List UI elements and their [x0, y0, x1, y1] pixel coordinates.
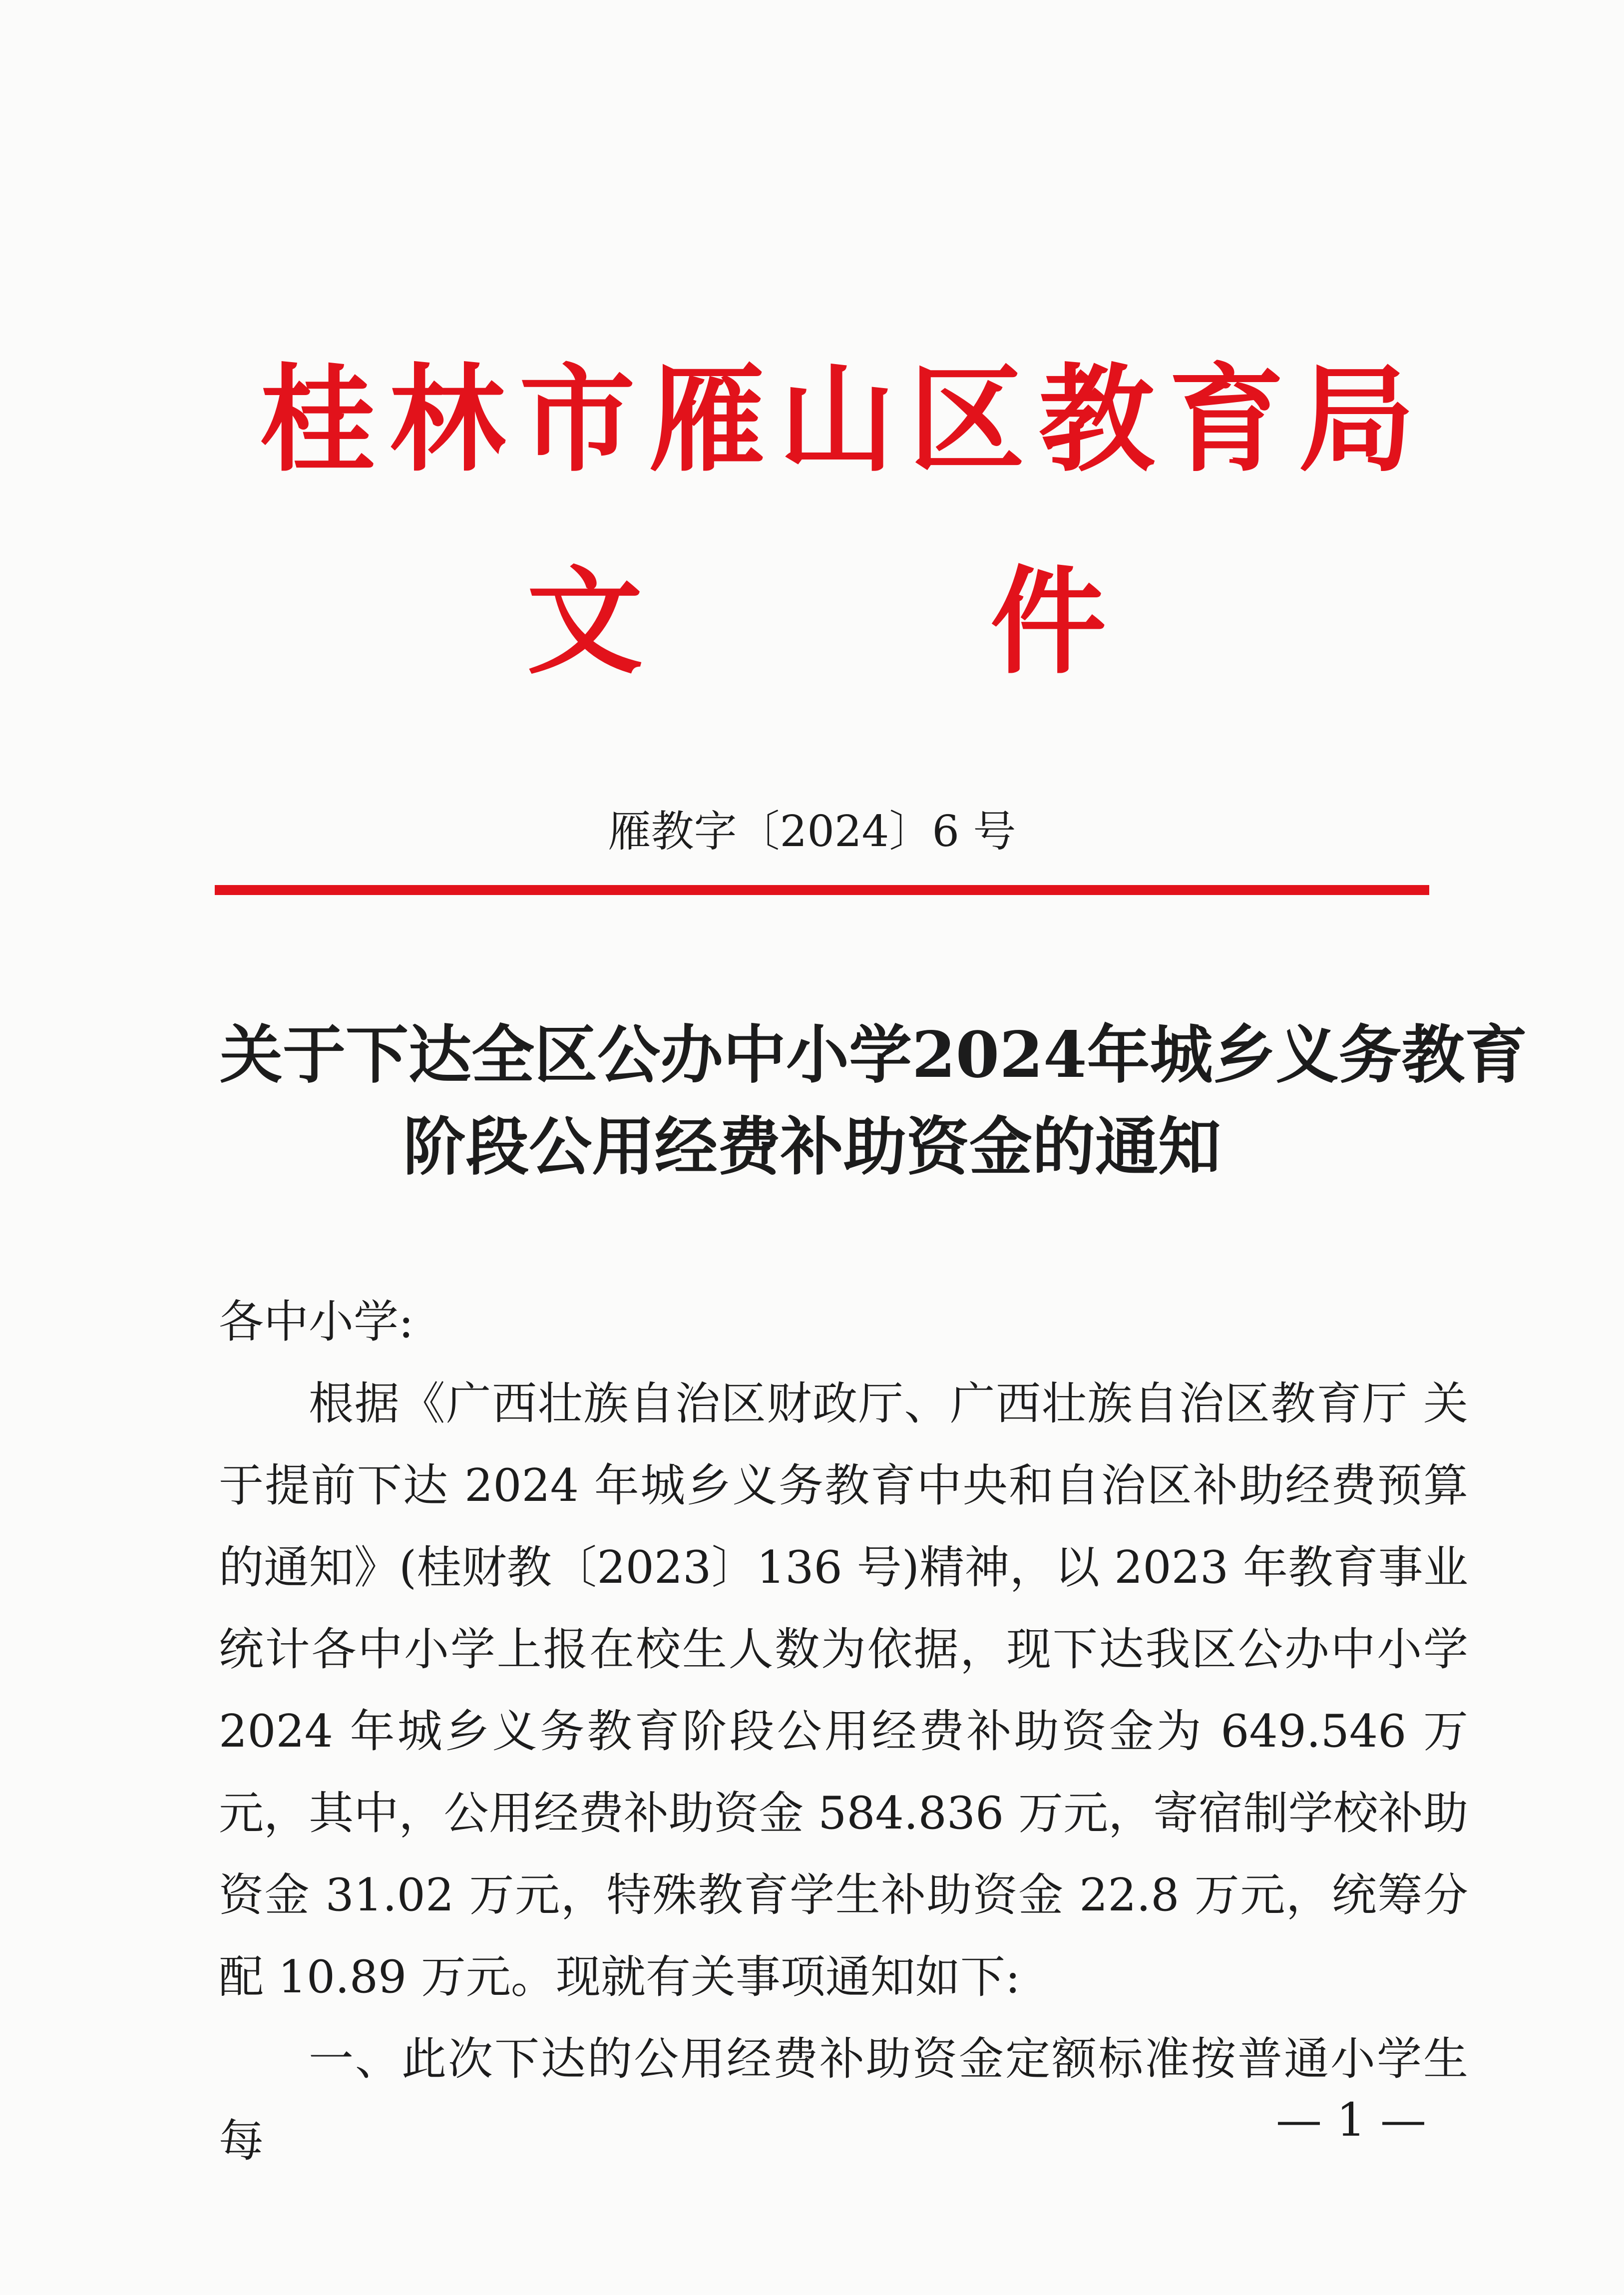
title-line-1: 关于下达全区公办中小学2024年城乡义务教育 — [220, 1018, 1528, 1092]
document-number: 雁教字〔2024〕6 号 — [608, 807, 1016, 857]
salutation: 各中小学: — [219, 1296, 414, 1348]
title-line-2: 阶段公用经费补助资金的通知 — [403, 1110, 1221, 1184]
document-type — [527, 552, 1106, 692]
document-type-char-1: 文 — [527, 553, 643, 690]
document-body — [219, 1281, 1468, 2182]
issuing-authority: 桂林市雁山区教育局 — [260, 351, 1429, 487]
document-type-char-2: 件 — [990, 553, 1106, 690]
body-paragraph: 根据《广西壮族自治区财政厅、广西壮族自治区教育厅 关于提前下达 2024 年城乡义务教育中央和自治区补助经费预算的通知》(桂财教〔2023〕136 号)精神，以 2023 年教育事业统计各中小学上报在校生人数为依据，现下达我区公办中小学 2024 年城乡义务教育阶段公用经费补助资金为 649.546 万元，其中，公用经费补助资金 584.836 万元，寄宿制学校补助资金 31.02 万元，特殊教育学生补助资金 22.8 万元，统筹分配 10.89 万元。现就有关事项通知如下: — [219, 1377, 1468, 2003]
page-number: — 1 — — [1276, 2093, 1427, 2147]
body-paragraph: 一、此次下达的公用经费补助资金定额标准按普通小学生每 — [219, 2033, 1468, 2167]
document-title — [220, 1009, 1528, 1193]
red-separator-line — [215, 885, 1429, 895]
